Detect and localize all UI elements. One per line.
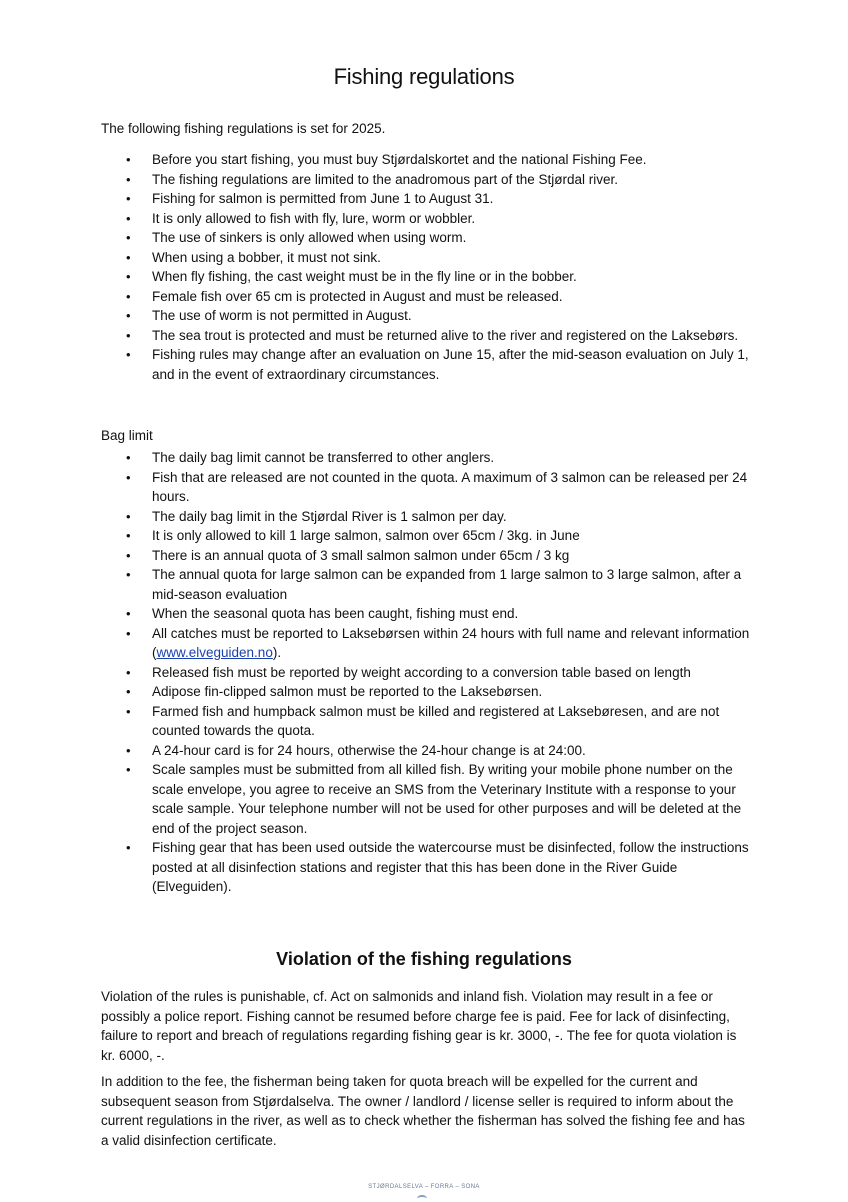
list-item <box>101 287 751 307</box>
list-item <box>101 663 751 683</box>
bullet-icon: • <box>126 327 131 343</box>
list-item-text: Before you start fishing, you must buy Stjørdalskortet and the national Fishing Fee. <box>152 152 647 167</box>
page-title: Fishing regulations <box>333 64 515 89</box>
bullet-icon: • <box>126 230 131 245</box>
report-text-before: All catches must be reported to Laksebørsen within 24 hours with full name and relevant information ( <box>152 625 750 660</box>
bullet-icon: • <box>126 269 131 284</box>
bullet-icon: • <box>126 171 131 187</box>
list-item-text: When fly fishing, the cast weight must be in the fly line or in the bobber. <box>152 269 577 284</box>
list-item <box>101 546 751 566</box>
bullet-icon: • <box>126 191 131 206</box>
list-item-text: Fishing gear that has been used outside the watercourse must be disinfected, follow the instructions posted at all disinfection stations and register that this has been done in the River Guide (Elveguiden). <box>152 840 749 894</box>
elveguiden-link[interactable]: www.elveguiden.no <box>156 645 273 660</box>
list-item <box>101 604 751 624</box>
list-item <box>101 267 751 287</box>
bullet-icon: • <box>126 606 131 621</box>
intro-text: The following fishing regulations is set for 2025. <box>101 121 386 136</box>
list-item-text: Fishing for salmon is permitted from June 1 to August 31. <box>152 191 494 206</box>
report-text-after: ). <box>272 645 282 660</box>
bullet-icon: • <box>126 152 131 167</box>
list-item-text: Farmed fish and humpback salmon must be killed and registered at Laksebøresen, and are not counted towards the quota. <box>152 703 720 738</box>
list-item <box>101 702 751 741</box>
list-item-text: Fish that are released are not counted in the quota. A maximum of 3 salmon can be released per 24 hours. <box>152 469 748 504</box>
list-item <box>101 448 751 468</box>
bullet-icon: • <box>126 625 131 641</box>
bullet-icon: • <box>126 547 131 563</box>
list-item-text: It is only allowed to fish with fly, lure, worm or wobbler. <box>152 210 476 226</box>
violation-paragraph-1: Violation of the rules is punishable, cf. Act on salmonids and inland fish. Violation may result in a fee or possibly a police report. Fishing cannot be resumed before charge fee is paid. Fee for lack of disinfecting, failure to report and breach of regulations regarding fishing gear is kr. 3000, -. The fee for quota violation is kr. 6000, -. <box>101 989 737 1063</box>
list-item-text: Scale samples must be submitted from all killed fish. By writing your mobile phone number on the scale envelope, you agree to receive an SMS from the Veterinary Institute with a response to your scale sample. Your telephone number will not be used for other purposes and will be deleted at the end of the project season. <box>152 762 742 836</box>
list-item-report-catches <box>101 624 751 663</box>
bullet-icon: • <box>126 528 131 543</box>
violation-paragraph-2: In addition to the fee, the fisherman being taken for quota breach will be expelled for the current and subsequent season from Stjørdalselva. The owner / landlord / license seller is required to inform about the current regulations in the river, as well as to check whether the fisherman has solved the fishing fee and has a valid disinfection certificate. <box>101 1074 745 1148</box>
list-item <box>101 565 751 604</box>
list-item <box>101 170 751 190</box>
footer-logo-icon <box>417 1195 427 1202</box>
bullet-icon: • <box>126 308 131 323</box>
list-item-text: The sea trout is protected and must be returned alive to the river and registered on the Laksebørs. <box>152 327 739 343</box>
bullet-icon: • <box>126 508 131 524</box>
list-item-text: Adipose fin-clipped salmon must be reported to the Laksebørsen. <box>152 684 543 699</box>
list-item-text: When using a bobber, it must not sink. <box>152 249 381 265</box>
violation-title: Violation of the fishing regulations <box>276 949 572 969</box>
list-item <box>101 248 751 268</box>
list-item-text: A 24-hour card is for 24 hours, otherwise the 24-hour change is at 24:00. <box>152 742 586 758</box>
bullet-icon: • <box>126 450 131 465</box>
bag-limit-list <box>101 448 751 897</box>
list-item <box>101 526 751 546</box>
bullet-icon: • <box>126 347 131 362</box>
list-item-text: The fishing regulations are limited to the anadromous part of the Stjørdal river. <box>152 171 618 187</box>
list-item <box>101 326 751 346</box>
list-item <box>101 306 751 326</box>
list-item-text: The use of worm is not permitted in August. <box>152 308 412 323</box>
list-item <box>101 741 751 761</box>
bullet-icon: • <box>126 684 131 699</box>
list-item <box>101 682 751 702</box>
list-item-text: Female fish over 65 cm is protected in August and must be released. <box>152 288 563 304</box>
bullet-icon: • <box>126 210 131 226</box>
bullet-icon: • <box>126 567 131 582</box>
list-item <box>101 507 751 527</box>
list-item <box>101 468 751 507</box>
list-item <box>101 760 751 838</box>
list-item <box>101 189 751 209</box>
bullet-icon: • <box>126 288 131 304</box>
bullet-icon: • <box>126 840 131 855</box>
list-item-text: Fishing rules may change after an evaluation on June 15, after the mid-season evaluation on July 1, and in the event of extraordinary circumstances. <box>152 347 749 382</box>
list-item-text: It is only allowed to kill 1 large salmon, salmon over 65cm / 3kg. in June <box>152 528 580 543</box>
footer-text: STJØRDALSELVA – FORRA – SONA <box>368 1184 480 1190</box>
list-item-text: Released fish must be reported by weight according to a conversion table based on length <box>152 664 691 680</box>
list-item-text: There is an annual quota of 3 small salmon salmon under 65cm / 3 kg <box>152 547 570 563</box>
list-item <box>101 150 751 170</box>
list-item-text: When the seasonal quota has been caught, fishing must end. <box>152 606 519 621</box>
list-item-text: The use of sinkers is only allowed when using worm. <box>152 230 467 245</box>
list-item-text: The daily bag limit cannot be transferred to other anglers. <box>152 450 495 465</box>
bag-limit-heading: Bag limit <box>101 428 153 443</box>
list-item <box>101 345 751 384</box>
list-item-text: The daily bag limit in the Stjørdal River is 1 salmon per day. <box>152 508 507 524</box>
rules-list <box>101 150 751 384</box>
bullet-icon: • <box>126 664 131 680</box>
list-item <box>101 228 751 248</box>
bullet-icon: • <box>126 762 131 777</box>
list-item-text: The annual quota for large salmon can be expanded from 1 large salmon to 3 large salmon, after a mid-season evaluation <box>152 567 742 602</box>
bullet-icon: • <box>126 742 131 758</box>
list-item <box>101 838 751 897</box>
bullet-icon: • <box>126 703 131 719</box>
list-item <box>101 209 751 229</box>
bullet-icon: • <box>126 469 131 485</box>
bullet-icon: • <box>126 249 131 265</box>
